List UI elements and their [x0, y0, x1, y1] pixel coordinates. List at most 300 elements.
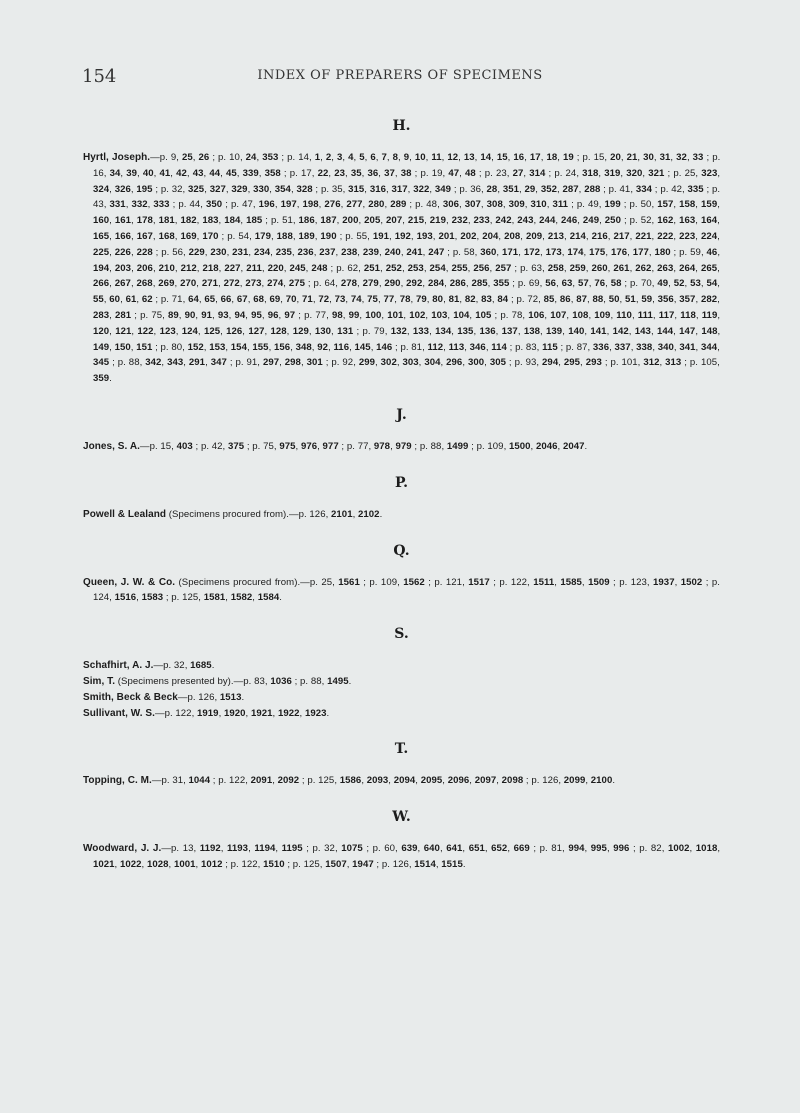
- specimen-number: 2100: [590, 775, 613, 787]
- specimen-number: 59: [641, 294, 653, 306]
- specimen-number: 212: [180, 262, 197, 274]
- specimen-number: 2: [325, 152, 332, 163]
- specimen-number: 11: [431, 152, 442, 163]
- specimen-number: 355: [493, 278, 510, 290]
- specimen-number: 224: [700, 230, 718, 242]
- specimen-number: 39: [126, 167, 138, 179]
- specimen-number: 350: [206, 199, 223, 211]
- specimen-number: 50: [608, 294, 620, 306]
- specimen-number: 75: [367, 294, 378, 306]
- specimen-number: 357: [679, 294, 696, 306]
- specimen-number: 128: [270, 325, 287, 337]
- specimen-number: 253: [407, 262, 424, 274]
- specimen-number: 329: [231, 183, 248, 195]
- specimen-number: 255: [451, 262, 468, 274]
- specimen-number: 9: [403, 152, 410, 163]
- entry-references: —p. 126, 1513.: [177, 691, 245, 703]
- specimen-number: 77: [383, 294, 395, 306]
- specimen-number: 1583: [141, 592, 164, 604]
- specimen-number: 268: [136, 278, 153, 290]
- index-entry: [83, 575, 720, 607]
- specimen-number: 2097: [474, 775, 497, 787]
- specimen-number: 71: [302, 294, 313, 306]
- specimen-number: 91: [201, 309, 213, 321]
- specimen-number: 354: [274, 183, 291, 195]
- specimen-number: 43: [192, 167, 204, 179]
- specimen-number: 5: [359, 152, 365, 163]
- specimen-number: 229: [188, 246, 205, 258]
- entry-name: Sim, T.: [83, 675, 116, 687]
- specimen-number: 276: [324, 199, 341, 211]
- specimen-number: 170: [202, 230, 219, 242]
- specimen-number: 283: [93, 309, 110, 321]
- specimen-number: 185: [246, 215, 263, 227]
- specimen-number: 1022: [119, 858, 142, 870]
- specimen-number: 238: [341, 246, 358, 258]
- specimen-number: 206: [136, 262, 153, 274]
- specimen-number: 277: [346, 199, 363, 211]
- specimen-number: 2099: [563, 775, 586, 787]
- specimen-number: 247: [428, 246, 445, 258]
- specimen-number: 72: [318, 294, 330, 306]
- specimen-number: 245: [289, 262, 306, 274]
- specimen-number: 303: [402, 357, 419, 369]
- specimen-number: 106: [528, 309, 545, 321]
- specimen-number: 156: [274, 341, 291, 353]
- entry-references: (Specimens presented by).—p. 83, 1036 ; p. 88, 1495.: [115, 675, 352, 687]
- specimen-number: 122: [137, 325, 154, 337]
- specimen-number: 60: [109, 294, 121, 306]
- specimen-number: 131: [337, 325, 354, 337]
- specimen-number: 375: [227, 440, 245, 452]
- specimen-number: 211: [246, 262, 262, 274]
- specimen-number: 107: [550, 309, 567, 321]
- entry-references: —p. 9, 25, 26 ; p. 10, 24, 353 ; p. 14, 1, 2, 3, 4, 5, 6, 7, 8, 9, 10, 11, 12, 13, 14, 15, 16, 17, 18, 19 ; p. 15, 20, 21, 30, 31, 32, 33 ; p. 16, 34, 39, 40, 41, 42, 43, 44, 45, 339, 358 ; p. 17, 22, 23, 35, 36, 37, 38 ; p. 19, 47, 48 ; p. 23, 27, 314 ; p. 24, 318, 319, 320, 321 ; p. 25, 323, 324, 326, 195 ; p. 32, 325, 327, 329, 330, 354, 328 ; p. 35, 315, 316, 317, 322, 349 ; p. 36, 28, 351, 29, 352, 287, 288 ; p. 41, 334 ; p. 42, 335 ; p. 43, 331, 332, 333 ; p. 44, 350 ; p. 47, 196, 197, 198, 276, 277, 280, 289 ; p. 48, 306, 307, 308, 309, 310, 311 ; p. 49, 199 ; p. 50, 157, 158, 159, 160, 161, 178, 181, 182, 183, 184, 185 ; p. 51, 186, 187, 200, 205, 207, 215, 219, 232, 233, 242, 243, 244, 246, 249, 250 ; p. 52, 162, 163, 164, 165, 166, 167, 168, 169, 170 ; p. 54, 179, 188, 189, 190 ; p. 55, 191, 192, 193, 201, 202, 204, 208, 209, 213, 214, 216, 217, 221, 222, 223, 224, 225, 226, 228 ; p. 56, 229, 230, 231, 234, 235, 236, 237, 238, 239, 240, 241, 247 ; p. 58, 360, 171, 172, 173, 174, 175, 176, 177, 180 ; p. 59, 46, 194, 203, 206, 210, 212, 218, 227, 211, 220, 245, 248 ; p. 62, 251, 252, 253, 254, 255, 256, 257 ; p. 63, 258, 259, 260, 261, 262, 263, 264, 265, 266, 267, 268, 269, 270, 271, 272, 273, 274, 275 ; p. 64, 278, 279, 290, 292, 284, 286, 285, 355 ; p. 69, 56, 63, 57, 76, 58 ; p. 70, 49, 52, 53, 54, 55, 60, 61, 62 ; p. 71, 64, 65, 66, 67, 68, 69, 70, 71, 72, 73, 74, 75, 77, 78, 79, 80, 81, 82, 83, 84 ; p. 72, 85, 86, 87, 88, 50, 51, 59, 356, 357, 282, 283, 281 ; p. 75, 89, 90, 91, 93, 94, 95, 96, 97 ; p. 77, 98, 99, 100, 101, 102, 103, 104, 105 ; p. 78, 106, 107, 108, 109, 110, 111, 117, 118, 119, 120, 121, 122, 123, 124, 125, 126, 127, 128, 129, 130, 131 ; p. 79, 132, 133, 134, 135, 136, 137, 138, 139, 140, 141, 142, 143, 144, 147, 148, 149, 150, 151 ; p. 80, 152, 153, 154, 155, 156, 348, 92, 116, 145, 146 ; p. 81, 112, 113, 346, 114 ; p. 83, 115 ; p. 87, 336, 337, 338, 340, 341, 344, 345 ; p. 88, 342, 343, 291, 347 ; p. 91, 297, 298, 301 ; p. 92, 299, 302, 303, 304, 296, 300, 305 ; p. 93, 294, 295, 293 ; p. 101, 312, 313 ; p. 105, 359.: [93, 152, 721, 385]
- specimen-number: 6: [370, 152, 376, 163]
- specimen-number: 310: [530, 199, 547, 211]
- specimen-number: 641: [446, 843, 463, 855]
- specimen-number: 337: [614, 341, 631, 353]
- specimen-number: 349: [434, 183, 452, 195]
- section-letter: S.: [394, 626, 409, 643]
- specimen-number: 306: [442, 199, 459, 211]
- specimen-number: 251: [363, 262, 381, 274]
- entry-references: —p. 31, 1044 ; p. 122, 2091, 2092 ; p. 125, 1586, 2093, 2094, 2095, 2096, 2097, 2098 ; p. 126, 2099, 2100.: [151, 775, 616, 787]
- specimen-number: 1495: [327, 675, 349, 687]
- specimen-number: 256: [473, 262, 490, 274]
- specimen-number: 233: [473, 215, 490, 227]
- entry-references: —p. 15, 403 ; p. 42, 375 ; p. 75, 975, 976, 977 ; p. 77, 978, 979 ; p. 88, 1499 ; p. 109, 1500, 2046, 2047.: [139, 440, 588, 452]
- specimen-number: 249: [582, 215, 600, 227]
- specimen-number: 1511: [533, 576, 555, 588]
- specimen-number: 124: [181, 325, 198, 337]
- specimen-number: 287: [562, 183, 579, 195]
- specimen-number: 2102: [358, 508, 380, 520]
- specimen-number: 1919: [197, 707, 219, 719]
- specimen-number: 181: [158, 215, 175, 227]
- specimen-number: 327: [209, 183, 226, 195]
- specimen-number: 97: [284, 309, 296, 321]
- specimen-number: 1513: [219, 691, 242, 703]
- specimen-number: 304: [424, 357, 441, 369]
- specimen-number: 28: [486, 183, 498, 195]
- specimen-number: 335: [687, 183, 704, 195]
- specimen-number: 279: [362, 278, 379, 290]
- specimen-number: 103: [431, 309, 448, 321]
- specimen-number: 22: [317, 167, 329, 179]
- specimen-number: 259: [569, 262, 586, 274]
- specimen-number: 49: [657, 278, 669, 290]
- specimen-number: 996: [613, 843, 630, 855]
- specimen-number: 56: [545, 278, 556, 290]
- specimen-number: 293: [585, 357, 602, 369]
- specimen-number: 155: [252, 341, 269, 353]
- specimen-number: 356: [657, 294, 674, 306]
- specimen-number: 198: [302, 199, 319, 211]
- specimen-number: 31: [659, 152, 671, 163]
- specimen-number: 257: [495, 262, 512, 274]
- specimen-number: 108: [572, 309, 589, 321]
- index-entry: [83, 658, 720, 674]
- specimen-number: 81: [448, 294, 460, 306]
- specimen-number: 260: [591, 262, 608, 274]
- specimen-number: 1937: [653, 576, 675, 588]
- specimen-number: 158: [679, 199, 696, 211]
- specimen-number: 1028: [146, 858, 169, 870]
- specimen-number: 237: [319, 246, 336, 258]
- specimen-number: 264: [679, 262, 696, 274]
- specimen-number: 330: [253, 183, 270, 195]
- entry-name: Hyrtl, Joseph.: [83, 152, 151, 163]
- specimen-number: 130: [314, 325, 332, 337]
- specimen-number: 15: [496, 152, 508, 163]
- specimen-number: 315: [348, 183, 365, 195]
- specimen-number: 164: [700, 215, 718, 227]
- specimen-number: 1002: [667, 843, 690, 855]
- specimen-number: 240: [384, 246, 401, 258]
- page-header: [82, 66, 718, 86]
- specimen-number: 145: [354, 341, 371, 353]
- specimen-number: 273: [245, 278, 262, 290]
- specimen-number: 26: [198, 152, 210, 163]
- section-letter: H.: [392, 118, 411, 134]
- specimen-number: 80: [432, 294, 444, 306]
- section-w: [83, 809, 720, 873]
- specimen-number: 1192: [199, 843, 221, 855]
- specimen-number: 18: [546, 152, 558, 163]
- specimen-number: 189: [298, 230, 315, 242]
- specimen-number: 95: [251, 309, 262, 321]
- specimen-number: 104: [453, 309, 470, 321]
- specimen-number: 230: [210, 246, 227, 258]
- specimen-number: 339: [242, 167, 259, 179]
- specimen-number: 178: [136, 215, 153, 227]
- specimen-number: 652: [491, 843, 508, 855]
- specimen-number: 184: [224, 215, 241, 227]
- specimen-number: 166: [114, 230, 132, 242]
- specimen-number: 336: [592, 341, 610, 353]
- specimen-number: 157: [657, 199, 674, 211]
- specimen-number: 979: [395, 440, 412, 452]
- specimen-number: 218: [202, 262, 219, 274]
- specimen-number: 326: [114, 183, 131, 195]
- specimen-number: 975: [279, 440, 296, 452]
- specimen-number: 246: [561, 215, 578, 227]
- specimen-number: 65: [204, 294, 216, 306]
- specimen-number: 100: [365, 309, 382, 321]
- specimen-number: 109: [594, 309, 611, 321]
- specimen-number: 342: [145, 357, 162, 369]
- specimen-number: 135: [457, 325, 474, 337]
- specimen-number: 209: [525, 230, 543, 242]
- specimen-number: 119: [701, 309, 718, 321]
- specimen-number: 325: [188, 183, 205, 195]
- specimen-number: 112: [427, 341, 444, 353]
- specimen-number: 284: [427, 278, 445, 290]
- specimen-number: 1195: [281, 843, 303, 855]
- specimen-number: 1562: [403, 576, 425, 588]
- specimen-number: 12: [447, 152, 459, 163]
- specimen-number: 89: [167, 309, 179, 321]
- specimen-number: 270: [180, 278, 197, 290]
- specimen-number: 1036: [270, 675, 292, 687]
- specimen-number: 1194: [254, 843, 276, 855]
- specimen-number: 58: [610, 278, 622, 290]
- specimen-number: 48: [464, 167, 476, 179]
- specimen-number: 323: [701, 167, 718, 179]
- entry-name: Smith, Beck & Beck: [83, 691, 178, 703]
- specimen-number: 360: [480, 246, 497, 258]
- specimen-number: 314: [529, 167, 546, 179]
- specimen-number: 132: [390, 325, 407, 337]
- specimen-number: 292: [406, 278, 423, 290]
- specimen-number: 83: [481, 294, 492, 306]
- specimen-number: 334: [635, 183, 653, 195]
- specimen-number: 345: [93, 357, 110, 369]
- specimen-number: 262: [635, 262, 652, 274]
- specimen-number: 222: [657, 230, 674, 242]
- specimen-number: 309: [508, 199, 525, 211]
- specimen-number: 1509: [588, 576, 610, 588]
- specimen-number: 290: [384, 278, 401, 290]
- specimen-number: 8: [392, 152, 398, 163]
- entry-name: Jones, S. A.: [83, 440, 140, 452]
- specimen-number: 1584: [257, 592, 280, 604]
- specimen-number: 79: [416, 294, 427, 306]
- specimen-number: 63: [561, 278, 573, 290]
- specimen-number: 312: [643, 357, 660, 369]
- specimen-number: 302: [380, 357, 397, 369]
- specimen-number: 70: [285, 294, 297, 306]
- section-letter: J.: [396, 406, 407, 423]
- specimen-number: 239: [362, 246, 380, 258]
- specimen-number: 227: [224, 262, 241, 274]
- section-h: [83, 118, 720, 387]
- specimen-number: 195: [136, 183, 153, 195]
- specimen-number: 93: [217, 309, 229, 321]
- specimen-number: 318: [582, 167, 599, 179]
- specimen-number: 1517: [468, 576, 490, 588]
- running-title: INDEX OF PREPARERS OF SPECIMENS: [257, 68, 543, 83]
- specimen-number: 2047: [562, 440, 585, 452]
- specimen-number: 226: [114, 246, 131, 258]
- specimen-number: 2095: [420, 775, 443, 787]
- specimen-number: 278: [340, 278, 358, 290]
- specimen-number: 289: [390, 199, 407, 211]
- specimen-number: 193: [416, 230, 433, 242]
- specimen-number: 45: [226, 167, 237, 179]
- specimen-number: 235: [275, 246, 292, 258]
- entry-name: Sullivant, W. S.: [83, 707, 155, 719]
- specimen-number: 2094: [393, 775, 416, 787]
- specimen-number: 2096: [447, 775, 470, 787]
- specimen-number: 38: [400, 167, 412, 179]
- specimen-number: 167: [136, 230, 153, 242]
- specimen-number: 87: [576, 294, 587, 306]
- specimen-number: 248: [311, 262, 328, 274]
- specimen-number: 322: [413, 183, 430, 195]
- specimen-number: 148: [701, 325, 718, 337]
- specimen-number: 225: [93, 246, 110, 258]
- specimen-number: 67: [236, 294, 248, 306]
- specimen-number: 269: [158, 278, 175, 290]
- entry-name: Schafhirt, A. J.: [83, 660, 154, 672]
- specimen-number: 64: [188, 294, 199, 306]
- index-entry: [83, 690, 720, 706]
- specimen-number: 174: [567, 246, 584, 258]
- specimen-number: 291: [188, 357, 206, 369]
- specimen-number: 271: [201, 278, 218, 290]
- specimen-number: 117: [658, 309, 675, 321]
- specimen-number: 3: [336, 152, 343, 163]
- specimen-number: 324: [93, 183, 110, 195]
- specimen-number: 1012: [200, 858, 223, 870]
- specimen-number: 32: [676, 152, 687, 163]
- specimen-number: 76: [594, 278, 606, 290]
- specimen-number: 1685: [190, 660, 212, 672]
- specimen-number: 7: [381, 152, 387, 163]
- specimen-number: 242: [495, 215, 512, 227]
- specimen-number: 197: [280, 199, 297, 211]
- specimen-number: 651: [468, 843, 485, 855]
- specimen-number: 150: [114, 341, 131, 353]
- specimen-number: 129: [292, 325, 309, 337]
- index-entry: [83, 674, 720, 690]
- specimen-number: 134: [435, 325, 452, 337]
- specimen-number: 220: [267, 262, 284, 274]
- specimen-number: 285: [471, 278, 488, 290]
- specimen-number: 1018: [695, 843, 718, 855]
- specimen-number: 332: [131, 199, 148, 211]
- specimen-number: 1510: [263, 858, 285, 870]
- specimen-number: 1507: [325, 858, 347, 870]
- specimen-number: 74: [350, 294, 362, 306]
- specimen-number: 84: [497, 294, 509, 306]
- specimen-number: 115: [542, 341, 558, 353]
- specimen-number: 1193: [227, 843, 249, 855]
- specimen-number: 340: [657, 341, 674, 353]
- specimen-number: 320: [626, 167, 643, 179]
- specimen-number: 207: [386, 215, 403, 227]
- specimen-number: 165: [93, 230, 110, 242]
- specimen-number: 208: [504, 230, 521, 242]
- page-number: 154: [82, 66, 117, 87]
- specimen-number: 62: [141, 294, 153, 306]
- specimen-number: 977: [322, 440, 339, 452]
- specimen-number: 346: [469, 341, 486, 353]
- specimen-number: 114: [491, 341, 507, 353]
- specimen-number: 344: [700, 341, 718, 353]
- specimen-number: 183: [202, 215, 219, 227]
- specimen-number: 33: [692, 152, 704, 163]
- specimen-number: 328: [296, 183, 313, 195]
- specimen-number: 61: [125, 294, 137, 306]
- specimen-number: 175: [589, 246, 606, 258]
- specimen-number: 358: [264, 167, 281, 179]
- specimen-number: 139: [546, 325, 563, 337]
- specimen-number: 10: [414, 152, 426, 163]
- specimen-number: 639: [401, 843, 418, 855]
- specimen-number: 20: [610, 152, 621, 163]
- specimen-number: 286: [449, 278, 466, 290]
- specimen-number: 261: [613, 262, 630, 274]
- specimen-number: 294: [542, 357, 559, 369]
- specimen-number: 199: [604, 199, 621, 211]
- specimen-number: 343: [167, 357, 184, 369]
- specimen-number: 313: [665, 357, 682, 369]
- specimen-number: 296: [446, 357, 463, 369]
- specimen-number: 133: [412, 325, 430, 337]
- specimen-number: 1: [314, 152, 321, 163]
- specimen-number: 23: [334, 167, 346, 179]
- specimen-number: 142: [612, 325, 629, 337]
- index-entry: [83, 439, 720, 455]
- specimen-number: 234: [253, 246, 271, 258]
- specimen-number: 192: [394, 230, 411, 242]
- specimen-number: 219: [429, 215, 446, 227]
- specimen-number: 177: [632, 246, 649, 258]
- specimen-number: 140: [568, 325, 585, 337]
- specimen-number: 994: [568, 843, 585, 855]
- specimen-number: 307: [464, 199, 481, 211]
- specimen-number: 301: [306, 357, 323, 369]
- specimen-number: 311: [552, 199, 569, 211]
- specimen-number: 55: [93, 294, 104, 306]
- specimen-number: 35: [350, 167, 362, 179]
- specimen-number: 180: [654, 246, 671, 258]
- specimen-number: 295: [563, 357, 581, 369]
- specimen-number: 265: [700, 262, 718, 274]
- entry-references: —p. 32, 1685.: [153, 660, 215, 672]
- specimen-number: 110: [616, 309, 632, 321]
- specimen-number: 640: [423, 843, 440, 855]
- specimen-number: 17: [529, 152, 541, 163]
- specimen-number: 86: [559, 294, 571, 306]
- specimen-number: 266: [93, 278, 110, 290]
- section-j: [83, 407, 720, 455]
- specimen-number: 4: [348, 152, 354, 163]
- specimen-number: 319: [604, 167, 621, 179]
- index-content: [83, 118, 720, 893]
- specimen-number: 1921: [250, 707, 273, 719]
- specimen-number: 976: [300, 440, 318, 452]
- specimen-number: 1001: [173, 858, 196, 870]
- specimen-number: 1021: [93, 858, 115, 870]
- specimen-number: 333: [153, 199, 170, 211]
- specimen-number: 98: [331, 309, 343, 321]
- specimen-number: 94: [234, 309, 246, 321]
- specimen-number: 179: [254, 230, 271, 242]
